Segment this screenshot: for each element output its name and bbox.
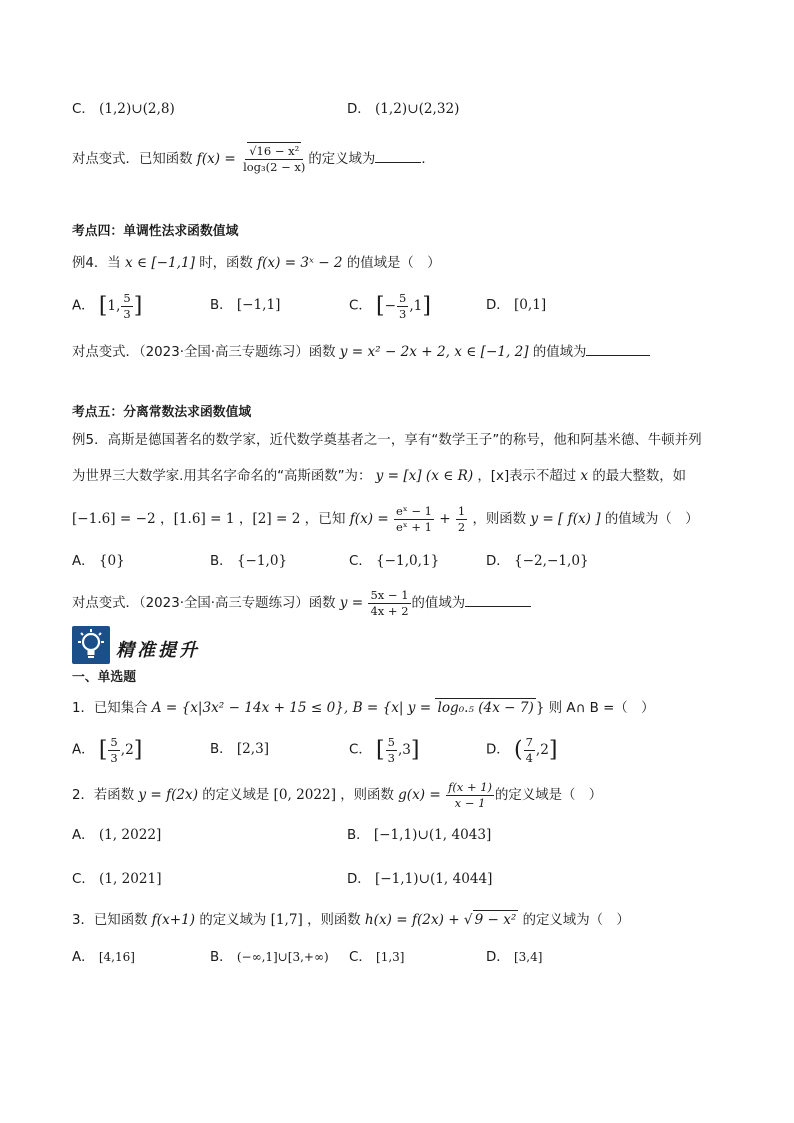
question-1-option-a[interactable]: A． [ $\frac{5}{3}$ ,2] — [72, 735, 143, 765]
question-3-option-a[interactable]: A． [4,16] — [72, 950, 135, 965]
example-5-option-d[interactable]: D． {−2,−1,0} — [486, 553, 589, 569]
lightbulb-icon — [72, 626, 110, 664]
question-1-option-c[interactable]: C． [ $\frac{5}{3}$ ,3] — [349, 735, 420, 765]
question-3-option-c[interactable]: C． [1,3] — [349, 950, 405, 965]
option-d-text: (1,2)∪(2,32) — [374, 101, 460, 117]
domain-fraction: $\frac{\text{√16 − x²}}{\text{log₃(2 − x)}}$ — [243, 143, 306, 174]
example-5-option-b[interactable]: B． {−1,0} — [210, 553, 288, 569]
variant-4: 对点变式．（2023·全国·高三专题练习）函数 y = x² − 2x + 2, x ∈ [−1, 2] 的值域为 — [72, 343, 650, 360]
question-2-option-c[interactable]: C． (1, 2021] — [72, 871, 162, 887]
question-2: 2．若函数 y = f(2x) 的定义域是 [0, 2022] ，则函数 g(x) = $\frac{f(x + 1)}{x - 1}$ 的定义域是（ ） — [72, 779, 603, 810]
banner-title: 精准提升 — [116, 640, 200, 661]
example-5-line-2: 为世界三大数学家.用其名字命名的“高斯函数”为： y = [x] (x ∈ R) ，[x]表示不超过 x 的最大整数，如 — [72, 468, 687, 484]
example-5-line-1: 例5．高斯是德国著名的数学家，近代数学奠基者之一，享有“数学王子”的称号，他和阿基米德、牛顿并列 — [72, 433, 702, 448]
variant-domain-question: 对点变式．已知函数 f(x) = $\frac{\text{√16 − x²}}{\text{log₃(2 − x)}}$ 的定义域为 ． — [72, 143, 435, 174]
answer-blank[interactable] — [465, 594, 531, 607]
example-5-option-a[interactable]: A． {0} — [72, 553, 125, 569]
example-4-option-b[interactable]: B． [−1,1] — [210, 297, 281, 313]
answer-blank[interactable] — [586, 343, 650, 356]
question-2-option-a[interactable]: A． (1, 2022] — [72, 827, 162, 843]
part-1-title: 一、单选题 — [72, 670, 136, 685]
question-3: 3．已知函数 f(x+1) 的定义域为 [1,7] ，则函数 h(x) = f(2x) + √ 9 − x² 的定义域为（ ） — [72, 912, 630, 928]
example-4-option-d[interactable]: D． [0,1] — [486, 297, 547, 313]
question-1: 1．已知集合 A = {x|3x² − 14x + 15 ≤ 0}, B = {x| y = log₀.₅ (4x − 7) } 则 A∩ B =（ ） — [72, 700, 655, 716]
section-5-title: 考点五：分离常数法求函数值域 — [72, 405, 252, 420]
option-c-text: (1,2)∪(2,8) — [99, 101, 175, 117]
question-3-option-d[interactable]: D． [3,4] — [486, 950, 543, 965]
function-name: f(x) = — [196, 151, 236, 167]
example-4-option-c[interactable]: C． [− $\frac{5}{3}$ ,1] — [349, 291, 431, 321]
example-5-option-c[interactable]: C． {−1,0,1} — [349, 553, 440, 569]
variant-5: 对点变式．（2023·全国·高三专题练习）函数 y = $\frac{5x - 1}{4x + 2}$ 的值域为 — [72, 586, 531, 621]
question-2-option-d[interactable]: D． [−1,1)∪(1, 4044] — [347, 871, 493, 887]
section-4-title: 考点四：单调性法求函数值域 — [72, 224, 239, 239]
answer-blank[interactable] — [375, 150, 421, 163]
question-2-option-b[interactable]: B． [−1,1)∪(1, 4043] — [347, 827, 492, 843]
question-1-option-b[interactable]: B． [2,3] — [210, 741, 270, 757]
example-4: 例4．当 x ∈ [−1,1] 时，函数 f(x) = 3ˣ − 2 的值域是（ ） — [72, 255, 441, 271]
question-1-option-d[interactable]: D． ( $\frac{7}{4}$ ,2] — [486, 735, 558, 765]
example-4-option-a[interactable]: A． [1, $\frac{5}{3}$ ] — [72, 291, 143, 321]
option-d: D． (1,2)∪(2,32) — [347, 101, 460, 117]
example-5-line-3: [−1.6] = −2 ，[1.6] = 1 ，[2] = 2 ，已知 f(x) = $\frac{\text{eˣ − 1}}{\text{eˣ + 1}}$ + $\frac{1}{2}$ ，则函数 y = [ f(x) ] 的值域为（ ） — [72, 503, 699, 534]
option-c: C． (1,2)∪(2,8) — [72, 101, 175, 117]
question-3-option-b[interactable]: B． (−∞,1]∪[3,+∞) — [210, 950, 329, 965]
